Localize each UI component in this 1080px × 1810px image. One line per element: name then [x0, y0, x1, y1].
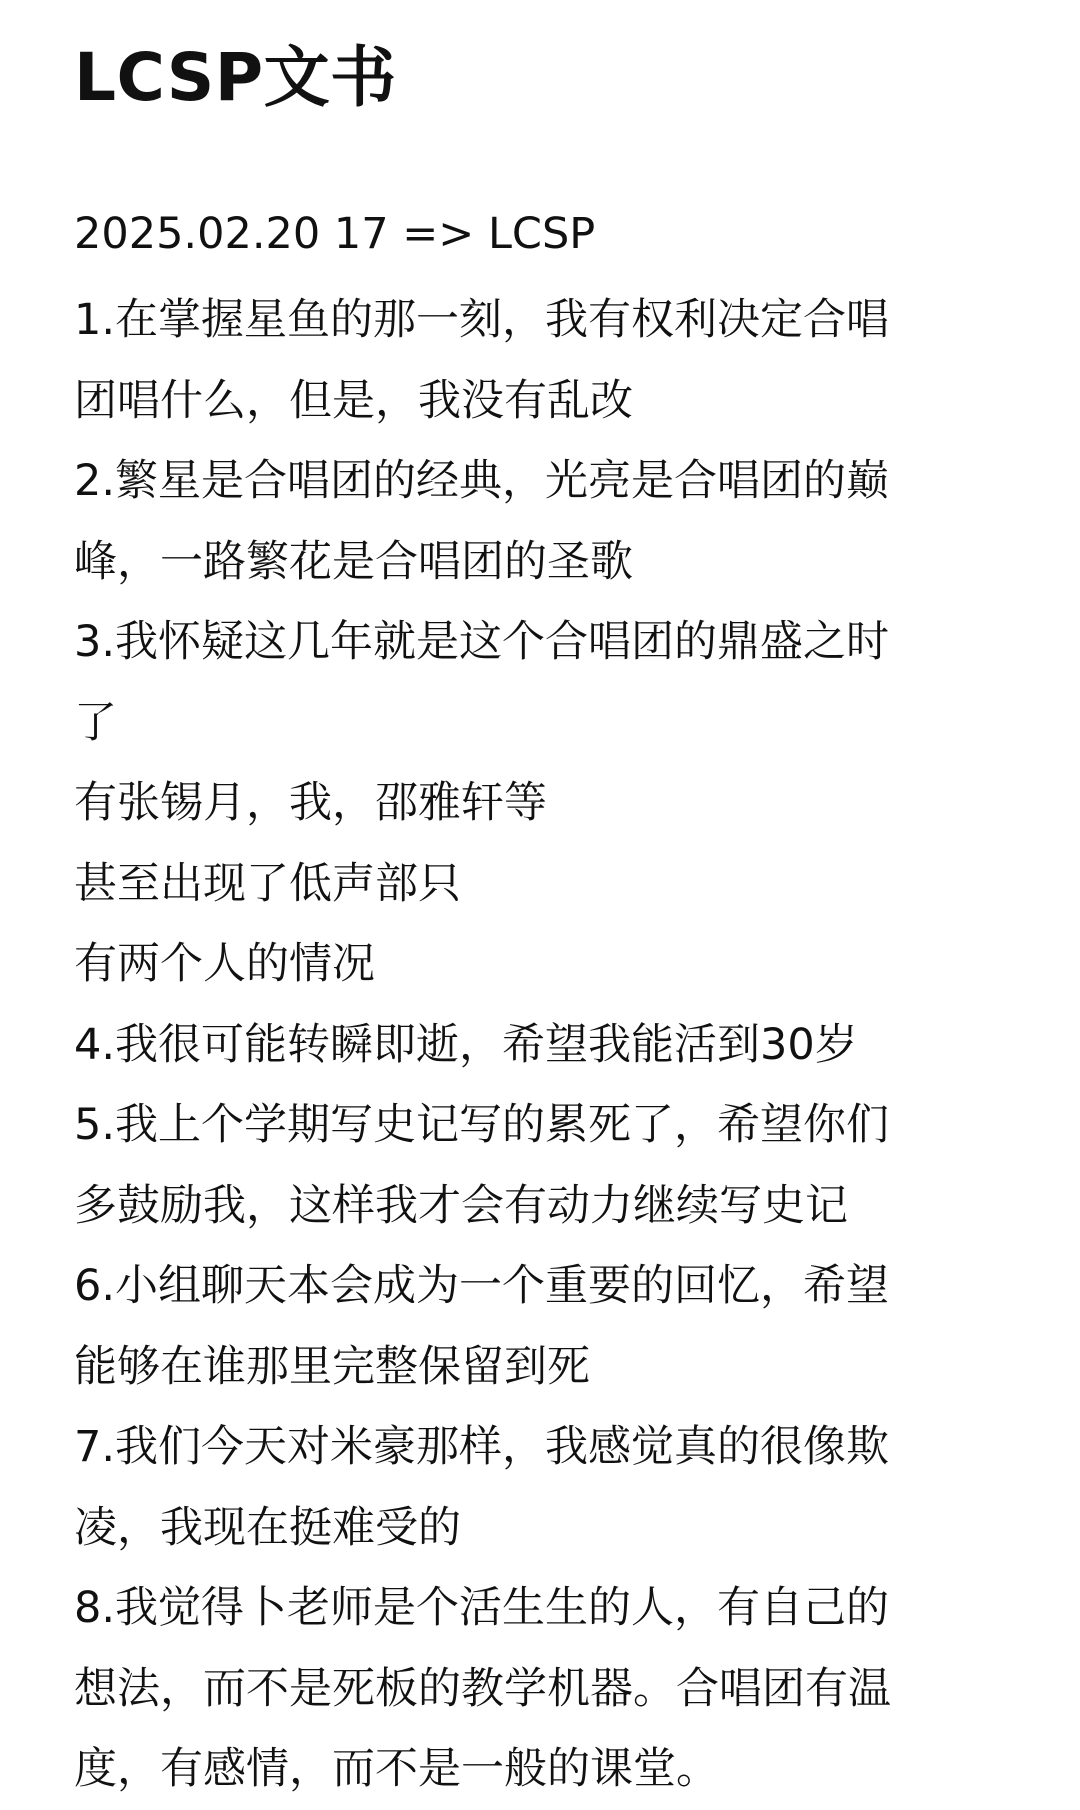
document-title: LCSP文书 [74, 39, 397, 116]
body-line-10: 4.我很可能转瞬即逝，希望我能活到30岁 [74, 1019, 858, 1070]
body-line-19: 度，有感情，而不是一般的课堂。 [74, 1744, 719, 1794]
body-line-6: 了 [74, 697, 117, 748]
body-line-12: 多鼓励我，这样我才会有动力继续写史记 [74, 1180, 848, 1231]
body-line-11: 5.我上个学期写史记写的累死了，希望你们 [74, 1100, 890, 1150]
body-line-15: 7.我们今天对米豪那样，我感觉真的很像欺 [74, 1422, 890, 1472]
body-line-17: 8.我觉得卜老师是个活生生的人，有自己的 [74, 1583, 890, 1633]
body-line-3: 2.繁星是合唱团的经典，光亮是合唱团的巅 [74, 456, 890, 506]
body-line-13: 6.小组聊天本会成为一个重要的回忆，希望 [74, 1261, 890, 1311]
body-line-8: 甚至出现了低声部只 [74, 858, 461, 909]
document-body [74, 280, 1004, 1810]
body-line-9: 有两个人的情况 [74, 939, 375, 989]
body-line-1: 1.在掌握星鱼的那一刻，我有权利决定合唱 [74, 295, 890, 345]
body-line-2: 团唱什么，但是，我没有乱改 [74, 375, 633, 426]
body-line-14: 能够在谁那里完整保留到死 [74, 1341, 590, 1392]
body-line-5: 3.我怀疑这几年就是这个合唱团的鼎盛之时 [74, 617, 890, 667]
body-line-16: 凌，我现在挺难受的 [74, 1502, 461, 1553]
body-line-18: 想法，而不是死板的教学机器。合唱团有温 [74, 1663, 891, 1714]
date-line: 2025.02.20 17 => LCSP [74, 209, 596, 259]
body-line-4: 峰，一路繁花是合唱团的圣歌 [74, 536, 633, 587]
body-line-7: 有张锡月，我，邵雅轩等 [74, 778, 547, 828]
